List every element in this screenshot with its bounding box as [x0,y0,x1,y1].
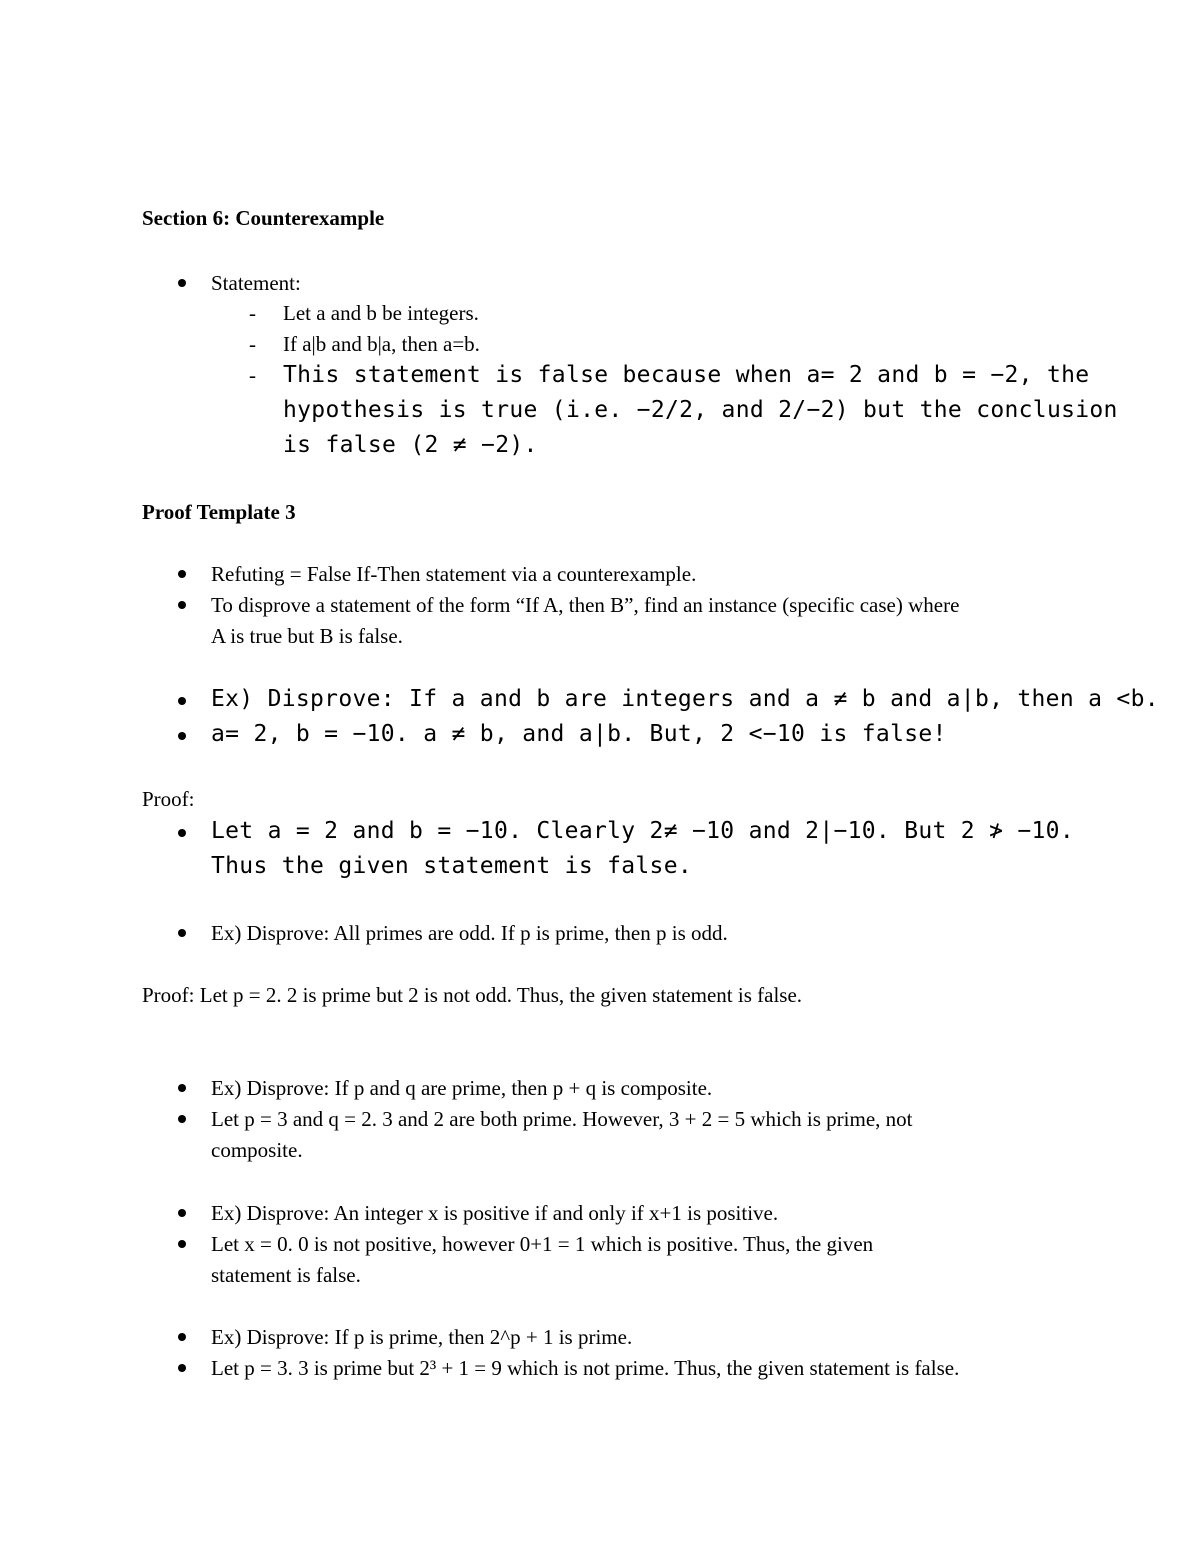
bullet-icon [178,570,186,578]
bullet-icon [178,929,186,937]
sub-item-emphasis: is false (2 ≠ −2). [283,432,538,458]
list-item: To disprove a statement of the form “If A, then B”, find an instance (specific case) where [211,593,960,617]
bullet-icon [178,1084,186,1092]
list-item: Let p = 3. 3 is prime but 2³ + 1 = 9 which is not prime. Thus, the given statement is false. [211,1356,960,1380]
bullet-icon [178,1364,186,1372]
list-item: statement is false. [211,1263,361,1287]
bullet-icon [178,1209,186,1217]
bullet-icon [178,1333,186,1341]
proof-line: Let a = 2 and b = −10. Clearly 2≠ −10 and 2|−10. But 2 ≯ −10. [211,818,1074,844]
list-item: A is true but B is false. [211,624,403,648]
proof-line: Thus the given statement is false. [211,853,693,879]
list-item: Ex) Disprove: If p is prime, then 2^p + 1 is prime. [211,1325,633,1349]
example-item: a= 2, b = −10. a ≠ b, and a|b. But, 2 <−10 is false! [211,721,947,747]
sub-item: If a|b and b|a, then a=b. [283,332,480,356]
list-item: Ex) Disprove: An integer x is positive if and only if x+1 is positive. [211,1201,779,1225]
dash-marker: - [249,332,256,356]
list-item: Let p = 3 and q = 2. 3 and 2 are both prime. However, 3 + 2 = 5 which is prime, not [211,1107,913,1131]
section-heading: Section 6: Counterexample [142,206,385,230]
bullet-icon [178,1115,186,1123]
list-item: Ex) Disprove: If p and q are prime, then p + q is composite. [211,1076,713,1100]
proof-paragraph: Proof: Let p = 2. 2 is prime but 2 is not odd. Thus, the given statement is false. [142,983,803,1007]
list-item: Ex) Disprove: All primes are odd. If p is prime, then p is odd. [211,921,728,945]
list-item: Let x = 0. 0 is not positive, however 0+1 = 1 which is positive. Thus, the given [211,1232,874,1256]
template-heading: Proof Template 3 [142,500,296,524]
dash-marker: - [249,301,256,325]
bullet-icon [178,732,186,740]
sub-item-emphasis: hypothesis is true (i.e. −2/2, and 2/−2) but the conclusion [283,397,1118,423]
list-item: composite. [211,1138,303,1162]
proof-label: Proof: [142,787,195,811]
bullet-icon [178,697,186,705]
bullet-icon [178,829,186,837]
example-item: Ex) Disprove: If a and b are integers and a ≠ b and a|b, then a <b. [211,686,1159,712]
sub-item-emphasis: This statement is false because when a= 2 and b = −2, the [283,362,1090,388]
bullet-icon [178,279,186,287]
dash-marker: - [249,363,256,387]
sub-item: Let a and b be integers. [283,301,479,325]
bullet-icon [178,1240,186,1248]
list-item: Refuting = False If-Then statement via a counterexample. [211,562,697,586]
statement-label: Statement: [211,271,301,295]
bullet-icon [178,601,186,609]
